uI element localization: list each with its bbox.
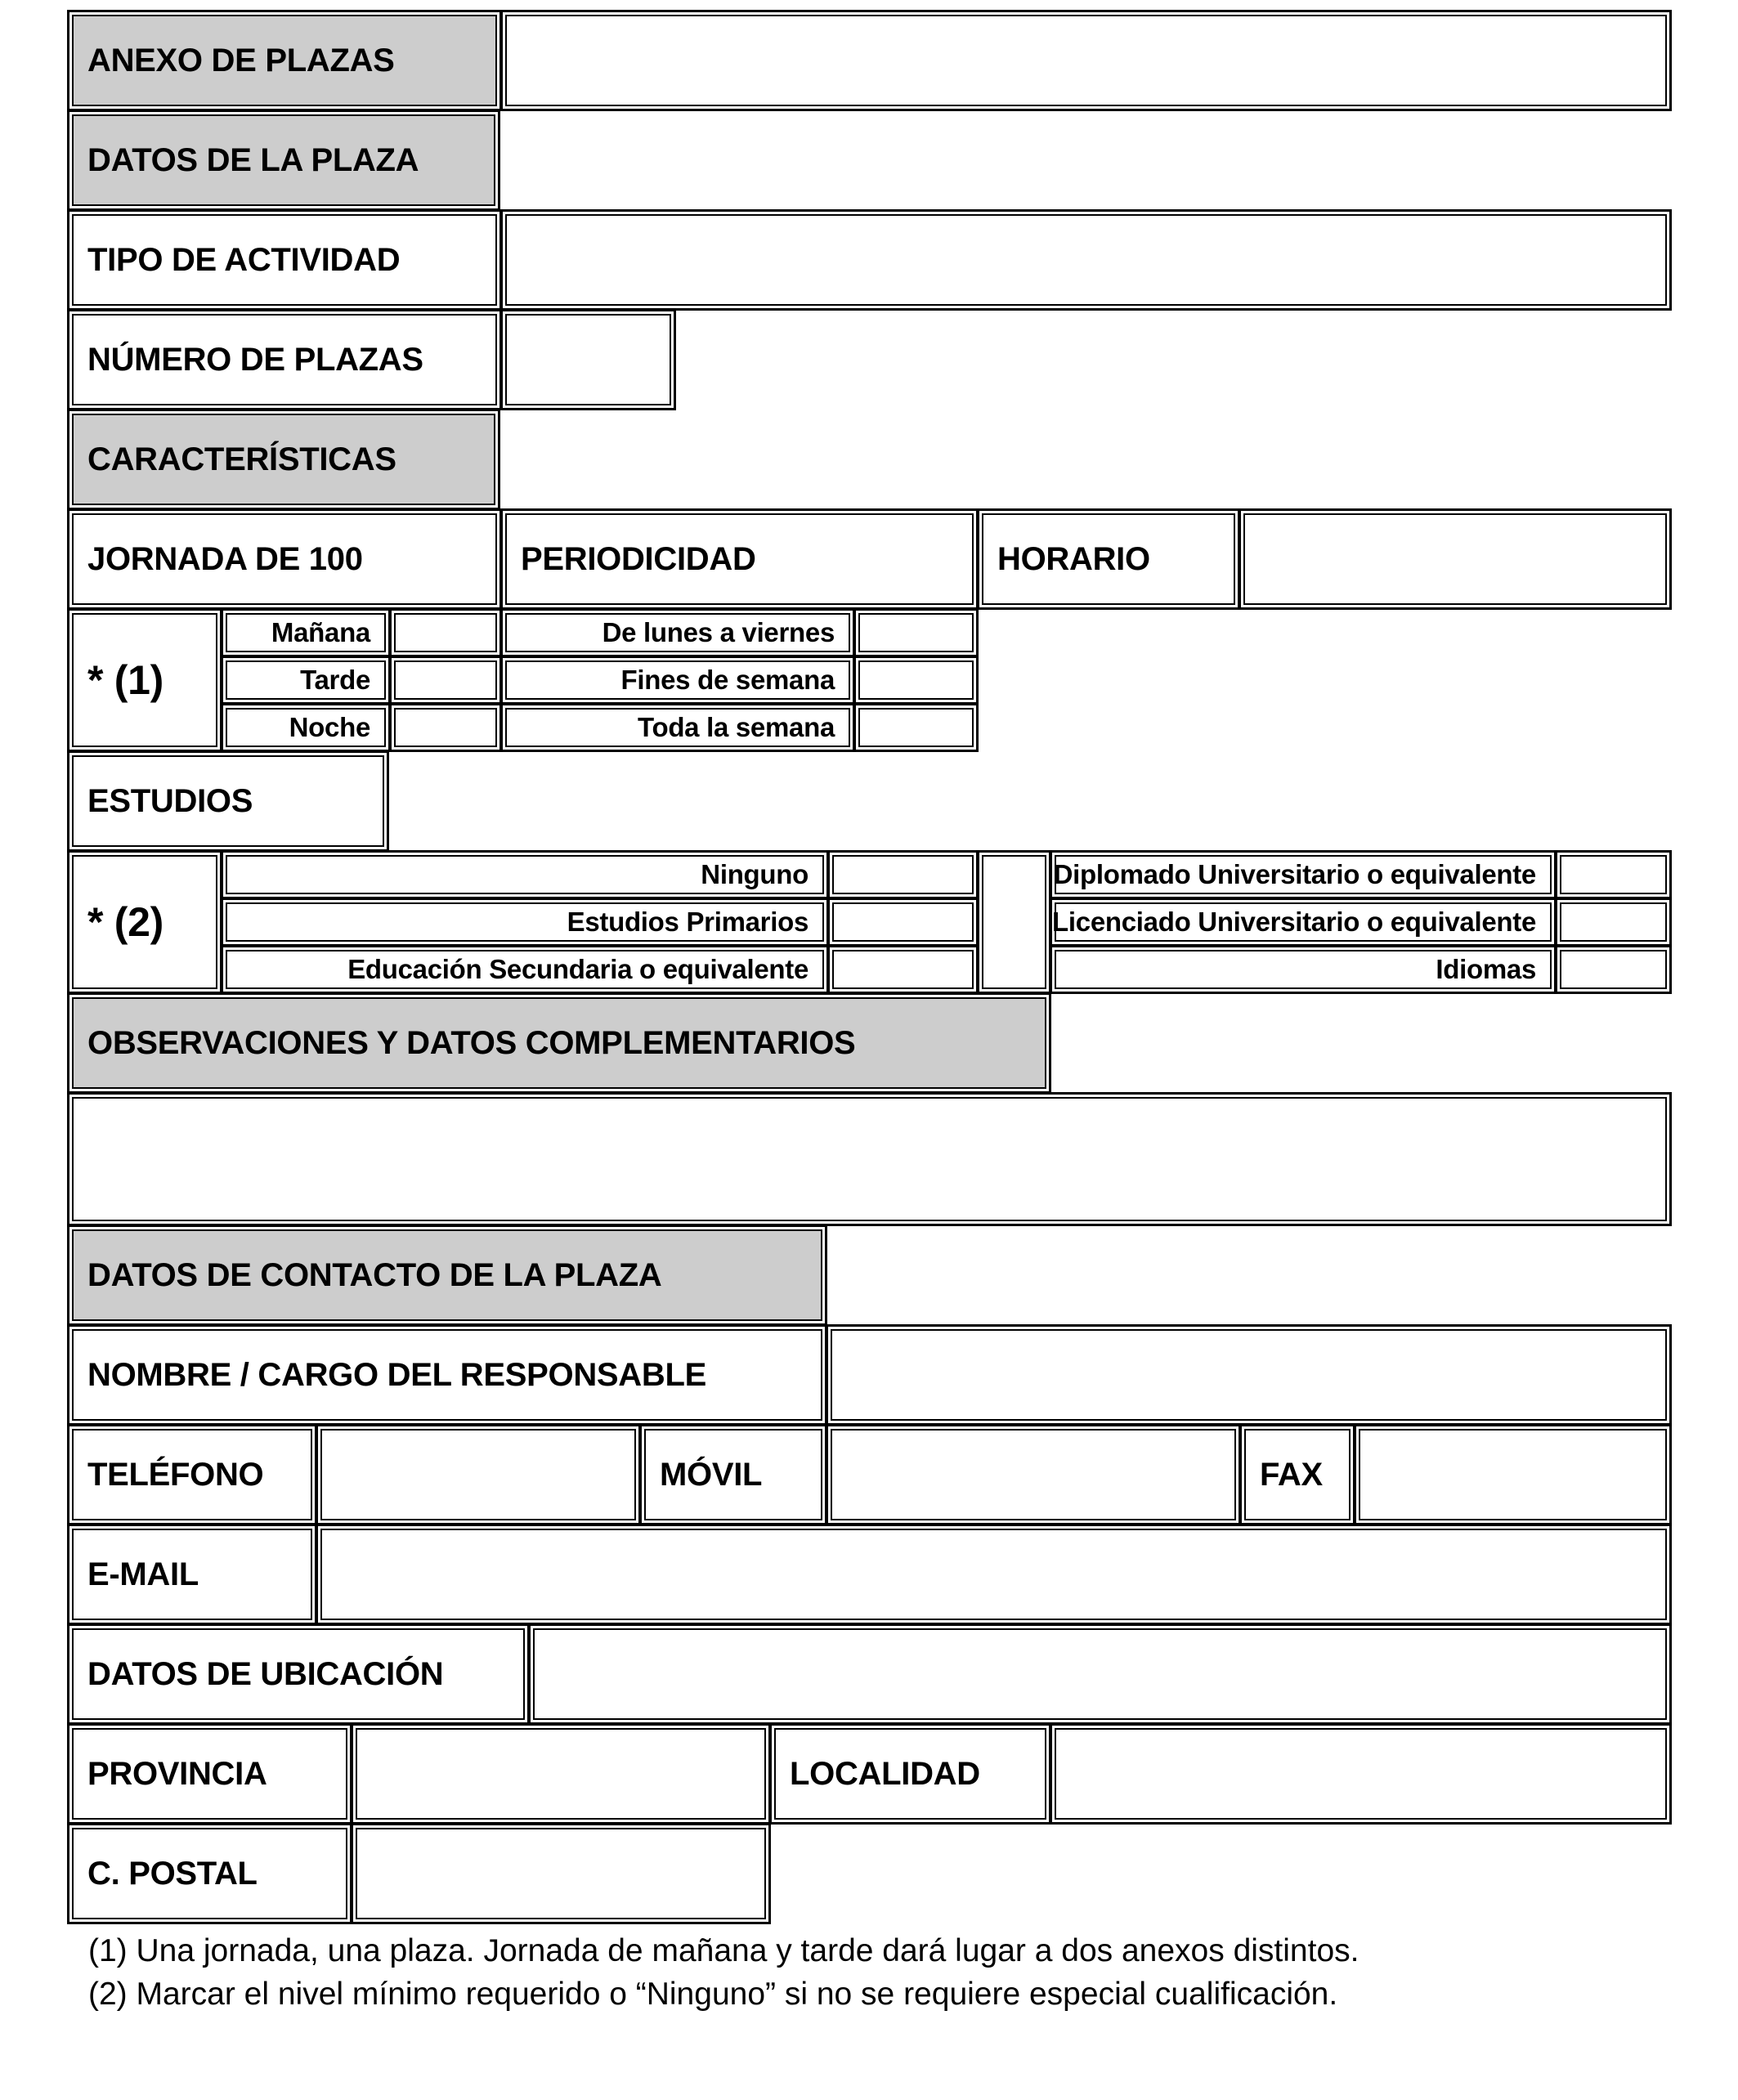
mark-2: * (2) <box>67 850 222 994</box>
idiomas-checkbox[interactable] <box>1555 945 1672 994</box>
fax-field[interactable] <box>1354 1424 1672 1525</box>
nombre-cargo-field[interactable] <box>826 1324 1672 1426</box>
noche-checkbox[interactable] <box>389 703 502 752</box>
jornada-label: JORNADA DE 100 <box>67 508 502 610</box>
secundaria-checkbox[interactable] <box>827 945 979 994</box>
horario-field[interactable] <box>1239 508 1672 610</box>
datos-de-la-plaza-label: DATOS DE LA PLAZA <box>67 110 500 211</box>
tarde-checkbox[interactable] <box>389 656 502 705</box>
fines-semana-checkbox[interactable] <box>853 656 979 705</box>
anexo-de-plazas-field[interactable] <box>500 10 1672 111</box>
ninguno-checkbox[interactable] <box>827 850 979 899</box>
observaciones-label: OBSERVACIONES Y DATOS COMPLEMENTARIOS <box>67 992 1051 1094</box>
manana-checkbox[interactable] <box>389 608 502 657</box>
anexo-de-plazas-label: ANEXO DE PLAZAS <box>67 10 502 111</box>
periodicidad-option-label: De lunes a viernes <box>500 608 855 657</box>
diplomado-checkbox[interactable] <box>1555 850 1672 899</box>
estudios-divider-cell <box>977 850 1051 994</box>
estudios-primarios-checkbox[interactable] <box>827 898 979 947</box>
observaciones-field[interactable] <box>67 1092 1672 1226</box>
estudios-option-label: Ninguno <box>221 850 829 899</box>
numero-de-plazas-field[interactable] <box>500 309 676 410</box>
periodicidad-option-label: Toda la semana <box>500 703 855 752</box>
c-postal-label: C. POSTAL <box>67 1823 352 1924</box>
tipo-de-actividad-field[interactable] <box>500 209 1672 311</box>
footnote-2: (2) Marcar el nivel mínimo requerido o “Ninguno” si no se requiere especial cualificación. <box>88 1977 1338 2012</box>
movil-label: MÓVIL <box>639 1424 827 1525</box>
footnote-1: (1) Una jornada, una plaza. Jornada de mañana y tarde dará lugar a dos anexos distintos. <box>88 1933 1359 1968</box>
c-postal-field[interactable] <box>351 1823 771 1924</box>
estudios-option-label: Diplomado Universitario o equivalente <box>1050 850 1557 899</box>
datos-de-ubicacion-field[interactable] <box>528 1623 1672 1725</box>
toda-semana-checkbox[interactable] <box>853 703 979 752</box>
telefono-field[interactable] <box>316 1424 641 1525</box>
estudios-option-label: Idiomas <box>1050 945 1557 994</box>
footnotes <box>88 1929 1359 2016</box>
telefono-label: TELÉFONO <box>67 1424 317 1525</box>
provincia-field[interactable] <box>351 1723 771 1825</box>
horario-label: HORARIO <box>977 508 1240 610</box>
jornada-option-label: Noche <box>221 703 391 752</box>
estudios-option-label: Educación Secundaria o equivalente <box>221 945 829 994</box>
email-label: E-MAIL <box>67 1524 317 1625</box>
provincia-label: PROVINCIA <box>67 1723 352 1825</box>
mark-1: * (1) <box>67 608 222 752</box>
lunes-viernes-checkbox[interactable] <box>853 608 979 657</box>
licenciado-checkbox[interactable] <box>1555 898 1672 947</box>
movil-field[interactable] <box>826 1424 1241 1525</box>
numero-de-plazas-label: NÚMERO DE PLAZAS <box>67 309 502 410</box>
estudios-option-label: Estudios Primarios <box>221 898 829 947</box>
estudios-label: ESTUDIOS <box>67 750 389 852</box>
localidad-field[interactable] <box>1050 1723 1672 1825</box>
datos-de-ubicacion-label: DATOS DE UBICACIÓN <box>67 1623 530 1725</box>
localidad-label: LOCALIDAD <box>769 1723 1051 1825</box>
email-field[interactable] <box>316 1524 1672 1625</box>
tipo-de-actividad-label: TIPO DE ACTIVIDAD <box>67 209 502 311</box>
datos-de-contacto-label: DATOS DE CONTACTO DE LA PLAZA <box>67 1225 827 1326</box>
caracteristicas-label: CARACTERÍSTICAS <box>67 409 500 510</box>
periodicidad-label: PERIODICIDAD <box>500 508 979 610</box>
nombre-cargo-label: NOMBRE / CARGO DEL RESPONSABLE <box>67 1324 827 1426</box>
jornada-option-label: Tarde <box>221 656 391 705</box>
periodicidad-option-label: Fines de semana <box>500 656 855 705</box>
jornada-option-label: Mañana <box>221 608 391 657</box>
fax-label: FAX <box>1239 1424 1355 1525</box>
estudios-option-label: Licenciado Universitario o equivalente <box>1050 898 1557 947</box>
